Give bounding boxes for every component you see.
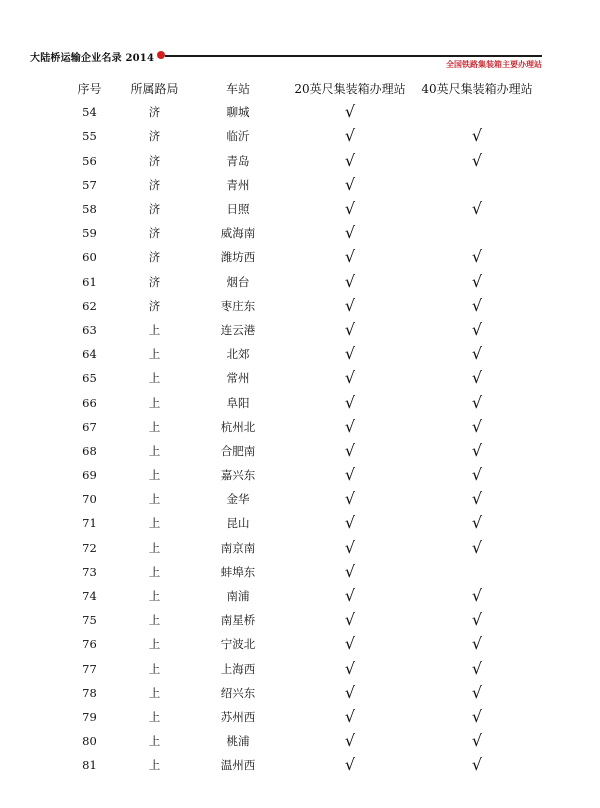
cell-serial-no: 70 [82, 492, 97, 507]
cell-bureau: 上 [148, 347, 161, 362]
cell-serial-no: 73 [82, 564, 97, 579]
cell-station: 杭州北 [220, 419, 256, 434]
cell-20ft-check: √ [344, 731, 356, 751]
cell-serial-no: 68 [82, 443, 97, 458]
cell-40ft-check: √ [471, 319, 483, 339]
table-row [58, 632, 542, 656]
table-header-row [58, 76, 542, 100]
cell-bureau: 济 [148, 274, 161, 289]
cell-20ft-check: √ [344, 658, 356, 678]
header-title: 大陆桥运输企业名录 2014 [30, 53, 155, 64]
header-20ft: 20英尺集装箱办理站 [294, 81, 406, 96]
table-row [58, 294, 542, 318]
cell-station: 金华 [226, 492, 250, 507]
table-row [58, 560, 542, 584]
cell-40ft-check: √ [471, 416, 483, 436]
table-row [58, 511, 542, 535]
cell-bureau: 上 [148, 613, 161, 628]
cell-serial-no: 65 [82, 371, 97, 386]
table-row [58, 100, 542, 124]
table-row [58, 270, 542, 294]
cell-40ft-check: √ [471, 392, 483, 412]
cell-bureau: 上 [148, 661, 161, 676]
cell-40ft-check: √ [471, 658, 483, 678]
table-row [58, 536, 542, 560]
cell-serial-no: 67 [82, 419, 97, 434]
cell-station: 南京南 [220, 540, 256, 555]
cell-station: 阜阳 [226, 395, 250, 410]
cell-serial-no: 81 [82, 758, 97, 773]
cell-20ft-check: √ [344, 537, 356, 557]
cell-bureau: 上 [148, 492, 161, 507]
cell-40ft-check: √ [471, 247, 483, 267]
cell-20ft-check: √ [344, 392, 356, 412]
cell-20ft-check: √ [344, 150, 356, 170]
cell-bureau: 济 [148, 202, 161, 217]
cell-20ft-check: √ [344, 489, 356, 509]
cell-40ft-check: √ [471, 344, 483, 364]
header-subtitle: 全国铁路集装箱主要办理站 [446, 59, 542, 69]
cell-station: 潍坊西 [220, 250, 256, 265]
cell-bureau: 上 [148, 564, 161, 579]
cell-20ft-check: √ [344, 586, 356, 606]
cell-40ft-check: √ [471, 295, 483, 315]
cell-20ft-check: √ [344, 247, 356, 267]
cell-40ft-check: √ [471, 682, 483, 702]
cell-bureau: 上 [148, 322, 161, 337]
cell-40ft-check: √ [471, 706, 483, 726]
cell-station: 温州西 [220, 758, 256, 773]
cell-40ft-check: √ [471, 271, 483, 291]
cell-station: 绍兴东 [220, 685, 256, 700]
cell-serial-no: 75 [82, 613, 97, 628]
cell-bureau: 济 [148, 153, 161, 168]
cell-bureau: 上 [148, 709, 161, 724]
cell-station: 嘉兴东 [220, 468, 256, 483]
header-station: 车站 [225, 81, 250, 96]
cell-bureau: 上 [148, 443, 161, 458]
cell-40ft-check: √ [471, 465, 483, 485]
table-body [58, 100, 542, 777]
cell-station: 威海南 [220, 226, 256, 241]
cell-serial-no: 64 [82, 347, 97, 362]
cell-serial-no: 77 [82, 661, 97, 676]
cell-station: 烟台 [226, 274, 250, 289]
cell-station: 枣庄东 [220, 298, 256, 313]
cell-20ft-check: √ [344, 126, 356, 146]
cell-serial-no: 62 [82, 298, 97, 313]
cell-station: 临沂 [226, 129, 250, 144]
header-bureau: 所属路局 [130, 81, 179, 96]
cell-40ft-check: √ [471, 368, 483, 388]
table-row [58, 463, 542, 487]
cell-20ft-check: √ [344, 465, 356, 485]
cell-bureau: 上 [148, 419, 161, 434]
cell-bureau: 上 [148, 637, 161, 652]
cell-serial-no: 54 [82, 105, 97, 120]
cell-20ft-check: √ [344, 634, 356, 654]
cell-station: 连云港 [220, 322, 256, 337]
header-40ft: 40英尺集装箱办理站 [421, 81, 533, 96]
header-dot-icon [157, 51, 165, 59]
cell-20ft-check: √ [344, 319, 356, 339]
cell-station: 日照 [226, 202, 250, 217]
table-row [58, 608, 542, 632]
cell-bureau: 济 [148, 129, 161, 144]
cell-20ft-check: √ [344, 440, 356, 460]
cell-bureau: 济 [148, 298, 161, 313]
cell-bureau: 济 [148, 177, 161, 192]
cell-40ft-check: √ [471, 513, 483, 533]
cell-serial-no: 56 [82, 153, 97, 168]
station-table [58, 76, 542, 777]
cell-40ft-check [412, 100, 542, 124]
cell-20ft-check: √ [344, 610, 356, 630]
cell-20ft-check: √ [344, 368, 356, 388]
table-row [58, 366, 542, 390]
cell-20ft-check: √ [344, 561, 356, 581]
cell-20ft-check: √ [344, 682, 356, 702]
cell-40ft-check: √ [471, 634, 483, 654]
cell-bureau: 上 [148, 734, 161, 749]
cell-40ft-check: √ [471, 586, 483, 606]
cell-bureau: 济 [148, 105, 161, 120]
cell-station: 南星桥 [220, 613, 256, 628]
table-row [58, 584, 542, 608]
cell-station: 常州 [226, 371, 250, 386]
cell-serial-no: 80 [82, 734, 97, 749]
table-row [58, 705, 542, 729]
cell-serial-no: 78 [82, 685, 97, 700]
cell-20ft-check: √ [344, 271, 356, 291]
cell-station: 南浦 [226, 589, 250, 604]
cell-40ft-check [412, 560, 542, 584]
cell-bureau: 济 [148, 226, 161, 241]
table-row [58, 439, 542, 463]
table-row [58, 197, 542, 221]
cell-serial-no: 60 [82, 250, 97, 265]
cell-serial-no: 69 [82, 468, 97, 483]
cell-serial-no: 63 [82, 322, 97, 337]
cell-40ft-check: √ [471, 126, 483, 146]
cell-serial-no: 58 [82, 202, 97, 217]
cell-40ft-check: √ [471, 731, 483, 751]
table-row [58, 390, 542, 414]
table-row [58, 342, 542, 366]
cell-station: 北郊 [226, 347, 250, 362]
cell-40ft-check: √ [471, 150, 483, 170]
cell-bureau: 上 [148, 758, 161, 773]
cell-serial-no: 66 [82, 395, 97, 410]
cell-40ft-check [412, 221, 542, 245]
cell-serial-no: 57 [82, 177, 97, 192]
cell-40ft-check: √ [471, 610, 483, 630]
cell-bureau: 上 [148, 395, 161, 410]
table-row [58, 415, 542, 439]
cell-40ft-check: √ [471, 440, 483, 460]
cell-bureau: 上 [148, 685, 161, 700]
table-row [58, 245, 542, 269]
table-row [58, 729, 542, 753]
table-row [58, 124, 542, 148]
cell-20ft-check: √ [344, 416, 356, 436]
cell-station: 聊城 [226, 105, 250, 120]
table-row [58, 173, 542, 197]
cell-station: 蚌埠东 [220, 564, 256, 579]
cell-20ft-check: √ [344, 223, 356, 243]
table-row [58, 657, 542, 681]
cell-station: 昆山 [226, 516, 250, 531]
cell-station: 上海西 [220, 661, 256, 676]
cell-bureau: 上 [148, 468, 161, 483]
cell-serial-no: 71 [82, 516, 97, 531]
cell-station: 青州 [226, 177, 250, 192]
cell-serial-no: 55 [82, 129, 97, 144]
cell-20ft-check: √ [344, 174, 356, 194]
table-row [58, 681, 542, 705]
cell-serial-no: 74 [82, 589, 97, 604]
cell-station: 苏州西 [220, 709, 256, 724]
cell-station: 合肥南 [220, 443, 256, 458]
cell-serial-no: 79 [82, 709, 97, 724]
cell-20ft-check: √ [344, 295, 356, 315]
cell-station: 青岛 [226, 153, 250, 168]
header-serial-no: 序号 [77, 81, 102, 96]
cell-20ft-check: √ [344, 344, 356, 364]
cell-20ft-check: √ [344, 199, 356, 219]
table-row [58, 487, 542, 511]
cell-40ft-check: √ [471, 199, 483, 219]
cell-bureau: 上 [148, 516, 161, 531]
cell-serial-no: 76 [82, 637, 97, 652]
table-row [58, 318, 542, 342]
header-rule [165, 55, 542, 57]
cell-bureau: 济 [148, 250, 161, 265]
cell-40ft-check: √ [471, 755, 483, 775]
cell-20ft-check: √ [344, 706, 356, 726]
cell-bureau: 上 [148, 371, 161, 386]
cell-serial-no: 59 [82, 226, 97, 241]
table-row [58, 221, 542, 245]
cell-bureau: 上 [148, 589, 161, 604]
cell-40ft-check: √ [471, 537, 483, 557]
cell-40ft-check: √ [471, 489, 483, 509]
cell-station: 宁波北 [220, 637, 256, 652]
cell-serial-no: 61 [82, 274, 97, 289]
cell-bureau: 上 [148, 540, 161, 555]
table-row [58, 149, 542, 173]
cell-serial-no: 72 [82, 540, 97, 555]
table-row [58, 753, 542, 777]
cell-20ft-check: √ [344, 755, 356, 775]
cell-station: 桃浦 [226, 734, 250, 749]
cell-20ft-check: √ [344, 102, 356, 122]
cell-20ft-check: √ [344, 513, 356, 533]
cell-40ft-check [412, 173, 542, 197]
